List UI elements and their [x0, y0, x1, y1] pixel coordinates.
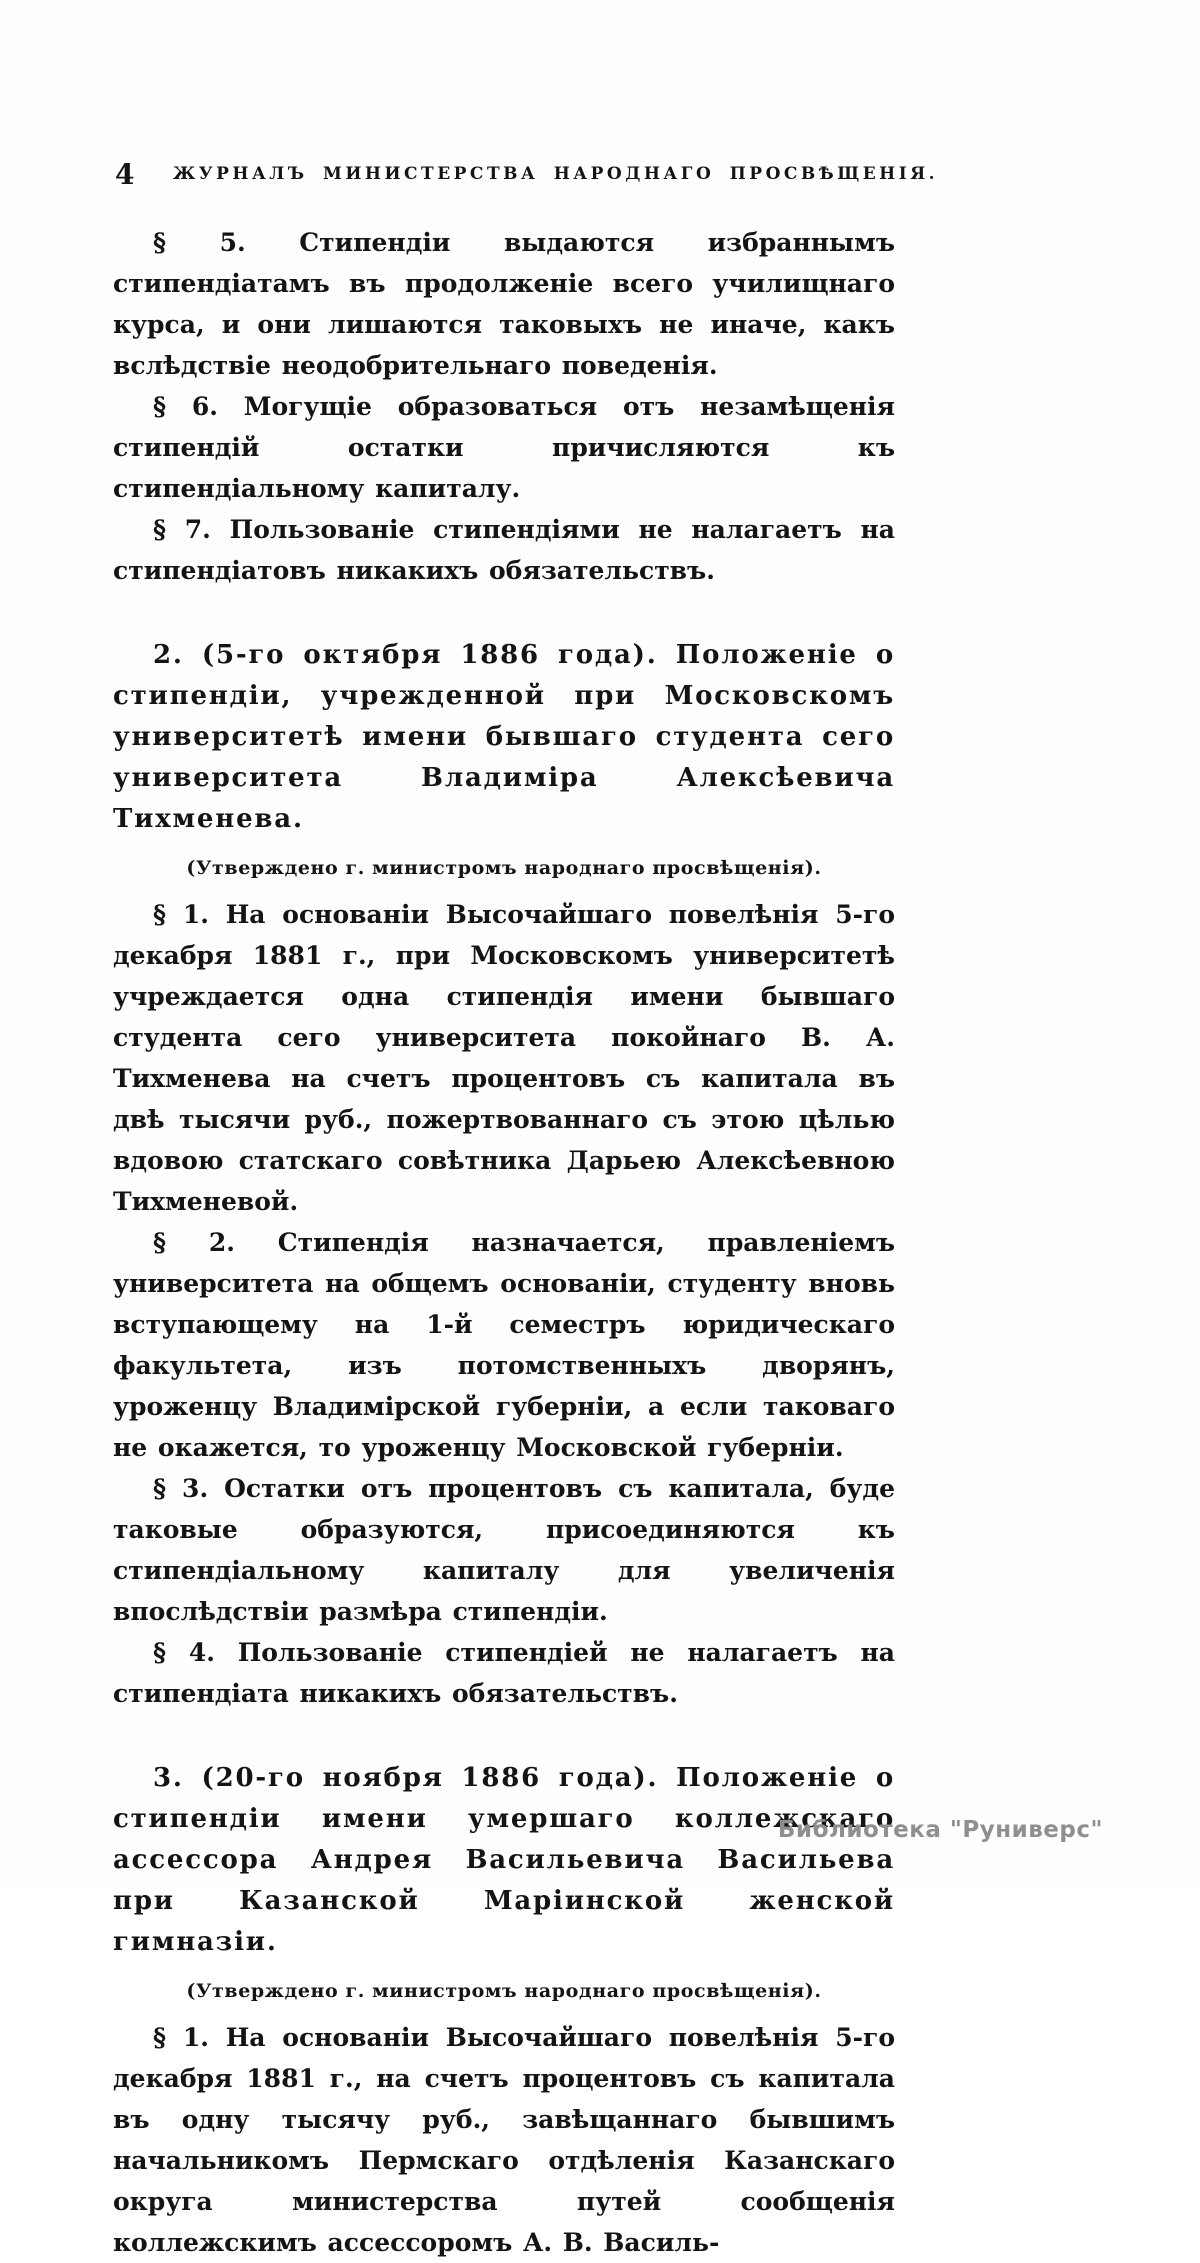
page-number: 4: [115, 158, 135, 191]
paragraph-section7: § 7. Пользованіе стипендіями не налагаетъ на стипендіатовъ никакихъ обязательствъ.: [113, 515, 895, 585]
running-title: ЖУРНАЛЪ МИНИСТЕРСТВА НАРОДНАГО ПРОСВѢЩЕНІЯ.: [173, 164, 939, 184]
paragraph-section5: § 5. Стипендіи выдаются избраннымъ стипендіатамъ въ продолженіе всего училищнаго курса, и они лишаются таковыхъ не иначе, какъ вслѣдствіе неодобрительнаго поведенія.: [113, 228, 895, 380]
article2-paragraph-2: § 2. Стипендія назначается, правленіемъ университета на общемъ основаніи, студенту вновь вступающему на 1-й семестръ юридическаго факультета, изъ потомственныхъ дворянъ, уроженцу Владимірской губерніи, а если таковаго не окажется, то уроженцу Московской губерніи.: [113, 1228, 895, 1462]
library-watermark: Библиотека "Руниверс": [777, 1817, 1103, 1843]
article2-paragraph-4: § 4. Пользованіе стипендіей не налагаетъ на стипендіата никакихъ обязательствъ.: [113, 1638, 895, 1708]
article3-paragraph-1: § 1. На основаніи Высочайшаго повелѣнія 5-го декабря 1881 г., на счетъ процентовъ съ капитала въ одну тысячу руб., завѣщаннаго бывшимъ начальникомъ Пермскаго отдѣленія Казанскаго округа министерства путей сообщенія коллежскимъ ассессоромъ А. В. Василь-: [113, 2023, 895, 2257]
article2-paragraph-3: § 3. Остатки отъ процентовъ съ капитала, буде таковые образуются, присоединяются къ стипендіальному капиталу для увеличенія впослѣдствіи размѣра стипендіи.: [113, 1474, 895, 1626]
article3-heading: 3. (20-го ноября 1886 года). Положеніе о стипендіи имени умершаго коллежскаго ассессора Андрея Васильевича Васильева при Казанской Маріинской женской гимназіи.: [113, 1763, 895, 1957]
page-header: [113, 158, 939, 191]
paragraph-section6: § 6. Могущіе образоваться отъ незамѣщенія стипендій остатки причисляются къ стипендіальному капиталу.: [113, 392, 895, 503]
article2-approval-note: (Утверждено г. министромъ народнаго просвѣщенія).: [186, 857, 822, 879]
text-column: [113, 158, 939, 2263]
article3-approval-note: (Утверждено г. министромъ народнаго просвѣщенія).: [186, 1980, 822, 2002]
article2-paragraph-1: § 1. На основаніи Высочайшаго повелѣнія 5-го декабря 1881 г., при Московскомъ университетѣ учреждается одна стипендія имени бывшаго студента сего университета покойнаго В. А. Тихменева на счетъ процентовъ съ капитала въ двѣ тысячи руб., пожертвованнаго съ этою цѣлью вдовою статскаго совѣтника Дарьею Алексѣевною Тихменевой.: [113, 900, 895, 1216]
article2-heading: 2. (5-го октября 1886 года). Положеніе о стипендіи, учрежденной при Московскомъ университетѣ имени бывшаго студента сего университета Владиміра Алексѣевича Тихменева.: [113, 640, 895, 834]
